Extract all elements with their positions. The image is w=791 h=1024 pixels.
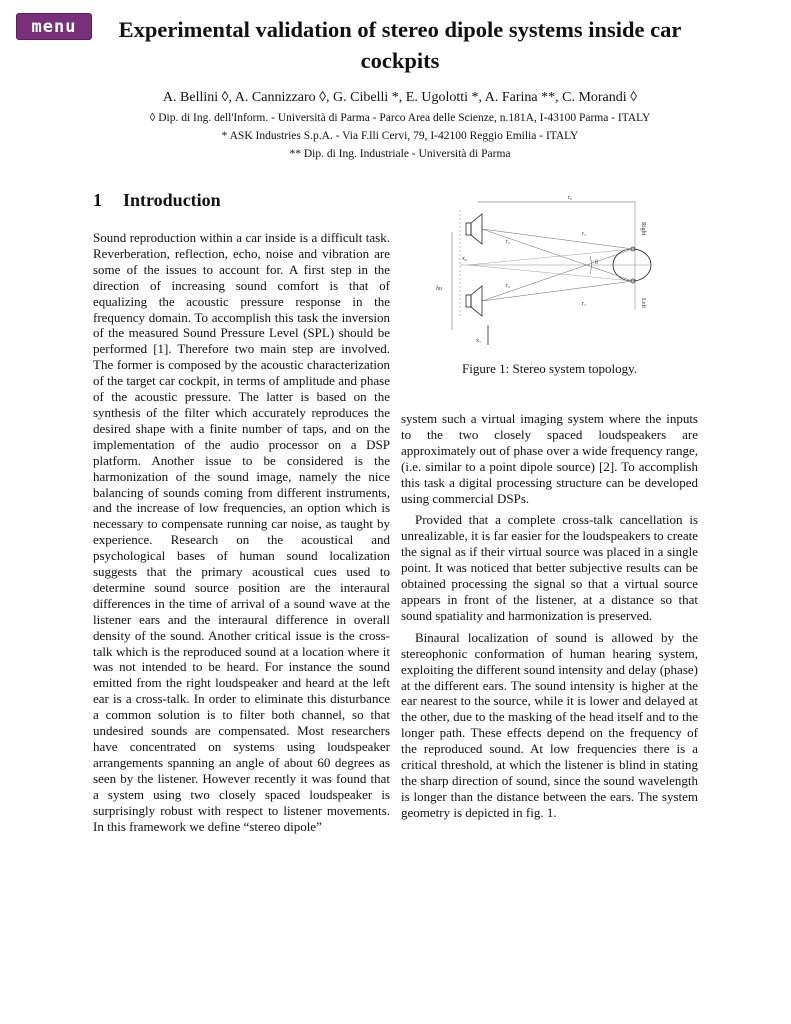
left-column xyxy=(93,230,390,834)
right-column xyxy=(401,411,698,821)
label-r2-top: r₂ xyxy=(506,239,511,245)
affiliation-1: ◊ Dip. di Ing. dell'Inform. - Università di Parma - Parco Area delle Scienze, n.181A, I-43100 Parma - ITALY xyxy=(149,112,651,124)
section-title: Introduction xyxy=(123,190,221,210)
bottom-speaker-cone-icon xyxy=(471,286,482,316)
label-theta: θ xyxy=(595,260,598,266)
top-speaker-cone-icon xyxy=(471,214,482,244)
label-r1-bottom: r₁ xyxy=(582,301,587,307)
label-x1: x₁ xyxy=(476,338,482,344)
label-right: Right xyxy=(640,222,646,236)
bottom-speaker-icon xyxy=(466,295,471,307)
paper-title: Experimental validation of stereo dipole systems inside car cockpits xyxy=(118,17,682,73)
path-line xyxy=(482,229,633,249)
label-left: Left xyxy=(640,298,646,308)
label-r2-bottom: r₂ xyxy=(506,283,511,289)
path-line xyxy=(482,229,633,281)
label-r1-top: r₁ xyxy=(582,231,587,237)
section-number: 1 xyxy=(93,190,102,210)
body-paragraph: Sound reproduction within a car inside is a difficult task. Reverberation, reflection, echo, noise and vibration are some of the issues to account for. A first step in the direction of increasing sound comfort is that of equalizing the acoustic pressure response in the frequency domain. To accomplish this task the inversion of the measured Sound Pressure Level (SPL) should be performed [1]. Therefore two main step are involved. The former is composed by the acoustic characterization of the target car cockpit, in terms of amplitude and phase of the acoustic pressure. The latter is based on the synthesis of the filter which accurately reproduces the desired shape with a finite number of taps, and on the implementation of the audio processor on a DSP platform. Another issue to be considered is the harmonization of the sound image, namely the nice balancing of sounds coming from different instruments, and the increase of low frequencies, an option which is necessary to compensate running car noise, as taught by experience. Research on the acoustical and psychological bases of human sound localization suggests that the primary acoustical cues used to determine sound source position are the interaural differences in the time of arrival of a sound wave at the listener ears and the interaural difference in overall density of the sound. Another critical issue is the cross-talk which is the reproduced sound at a location where it was not intended to be heard. For instance the sound emitted from the right loudspeaker and heard at the left ear is a cross-talk. In order to eliminate this disturbance a common solution is to filter both channel, so that undesired sounds are compensated. Most researchers have concentrated on systems using loudspeaker arrangements spanning an angle of about 60 degrees as seen by the listener. However recently it was found that a system using two closely spaced loudspeaker is surprisingly robust with respect to listener movements. In this framework we define “stereo dipole” xyxy=(93,230,390,834)
stereo-topology-figure xyxy=(430,190,660,350)
body-paragraph: system such a virtual imaging system where the inputs to the two closely spaced loudspeakers are approximately out of phase over a wide frequency range, (i.e. similar to a point dipole source) [2]. To accomplish this task a digital processing structure can be developed using commercial DSPs. xyxy=(401,411,698,506)
top-speaker-icon xyxy=(466,223,471,235)
body-paragraph: Provided that a complete cross-talk cancellation is unrealizable, it is far easier for the loudspeakers to create the signal as if their virtual source was placed in a single point. It was noticed that better subjective results can be obtained processing the signal so that a virtual source appears in front of the listener, at a distance so that sound spatiality and harmonization is preserved. xyxy=(401,512,698,623)
path-line xyxy=(468,265,633,281)
label-distance: δu xyxy=(436,286,442,292)
menu-button[interactable]: menu xyxy=(16,13,92,40)
label-x2: x₂ xyxy=(462,256,468,262)
path-line xyxy=(468,249,633,265)
section-heading xyxy=(93,190,393,211)
affiliation-2: * ASK Industries S.p.A. - Via F.lli Cervi, 79, I-42100 Reggio Emilia - ITALY xyxy=(221,130,579,142)
body-paragraph: Binaural localization of sound is allowed by the stereophonic conformation of human hearing system, exploiting the different sound intensity and delay (phase) at the different ears. The sound intensity is higher at the ear nearest to the source, while it is lower and delayed at the other, due to the masking of the head itself and to the longer path. These effects depend on the frequency of the reproduced sound. At low frequencies there is a critical threshold, at which the listener is blind in stating the sharp direction of sound, since the sound wavelength is longer than the distance between the ears. The system geometry is depicted in fig. 1. xyxy=(401,629,698,820)
path-line xyxy=(482,249,633,301)
affiliation-3: ** Dip. di Ing. Industriale - Università di Parma xyxy=(289,148,511,160)
author-list: A. Bellini ◊, A. Cannizzaro ◊, G. Cibelli *, E. Ugolotti *, A. Farina **, C. Morandi ◊ xyxy=(162,90,638,105)
label-r0: r₀ xyxy=(568,195,573,201)
figure-caption: Figure 1: Stereo system topology. xyxy=(461,361,637,376)
path-line xyxy=(482,281,633,301)
